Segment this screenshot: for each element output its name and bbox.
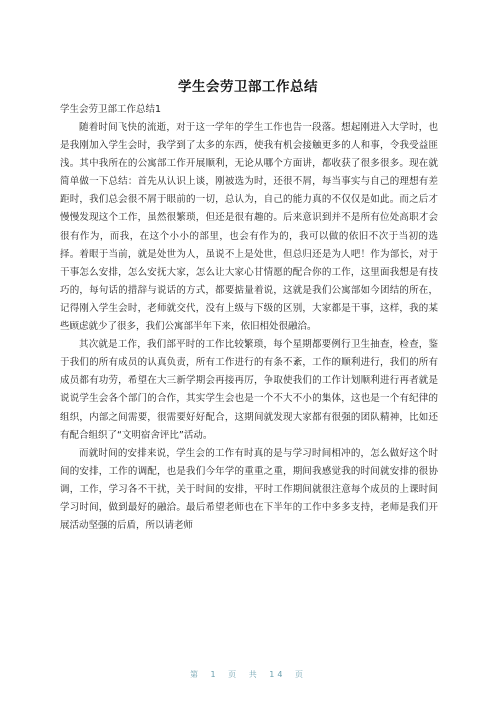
paragraph: 随着时间飞快的流逝，对于这一学年的学生工作也告一段落。想起刚进入大学时，也是我刚加入学生会时，我学到了太多的东西，使我有机会接触更多的人和事，令我受益匪浅。其中我所在的公寓部工作开展顺利，无论从哪个方面讲，都收获了很多很多。现在就简单做一下总结：首先从认识上谈，刚被选为时，还很不屑，每当事实与自己的理想有差距时，我们总会很不屑于眼前的一切，总认为，自己的能力真的不仅仅是如此。而之后才慢慢发现这个工作，虽然很繁琐，但还是很有趣的。后来意识到并不是所有位处高职才会很有作为，而我，在这个小小的部里，也会有作为的，我可以做的依旧不次于当初的选择。着眼于当前，就是处世为人，虽说不上是处世，但总归还是为人吧！作为部长，对于干事怎么安排，怎么安抚大家，怎么让大家心甘情愿的配合你的工作，这里面我想是有技巧的，每句话的措辞与说话的方式，都要掂量着说，这就是我们公寓部如今团结的所在，记得刚入学生会时，老师就交代，没有上级与下级的区别，大家都是干事，这样，我的某些顾虑就少了很多，我们公寓部半年下来，依旧相处很融洽。 bbox=[60, 122, 438, 333]
total-pages: 14 bbox=[269, 670, 286, 679]
page-number: 1 bbox=[210, 670, 219, 679]
total-label: 共 bbox=[248, 670, 260, 679]
paragraph: 而就时间的安排来说，学生会的工作有时真的是与学习时间相冲的，怎么做好这个时间的安排，工作的调配，也是我们今年学的重重之重，期间我感觉我的时间就安排的很协调，工作，学习各不干扰，关于时间的安排，平时工作期间就很注意每个成员的上课时间学习时间，做到最好的融洽。最后希望老师也在下半年的工作中多多支持，老师是我们开展活动坚强的后盾，所以请老师 bbox=[60, 447, 438, 532]
page-unit: 页 bbox=[228, 670, 240, 679]
page-footer bbox=[0, 669, 496, 680]
total-unit: 页 bbox=[295, 670, 306, 679]
page-label: 第 bbox=[189, 670, 201, 679]
document-body bbox=[60, 119, 438, 535]
section-subtitle: 学生会劳卫部工作总结1 bbox=[60, 104, 162, 115]
document-title: 学生会劳卫部工作总结 bbox=[178, 79, 318, 95]
paragraph: 其次就是工作，我们部平时的工作比较繁琐，每个星期都要例行卫生抽查，检查，鉴于我们的所有成员的认真负责，所有工作进行的有条不紊，工作的顺利进行，我们的所有成员都有功劳，希望在大三新学期会再接再厉，争取使我们的工作计划顺利进行再者就是说说学生会各个部门的合作，其实学生会也是一个不大不小的集体，这也是一个有纪律的组织，内部之间需要，很需要好好配合，这期间就发现大家都有很强的团队精神，比如还有配合组织了“文明宿舍评比”活动。 bbox=[60, 339, 438, 441]
